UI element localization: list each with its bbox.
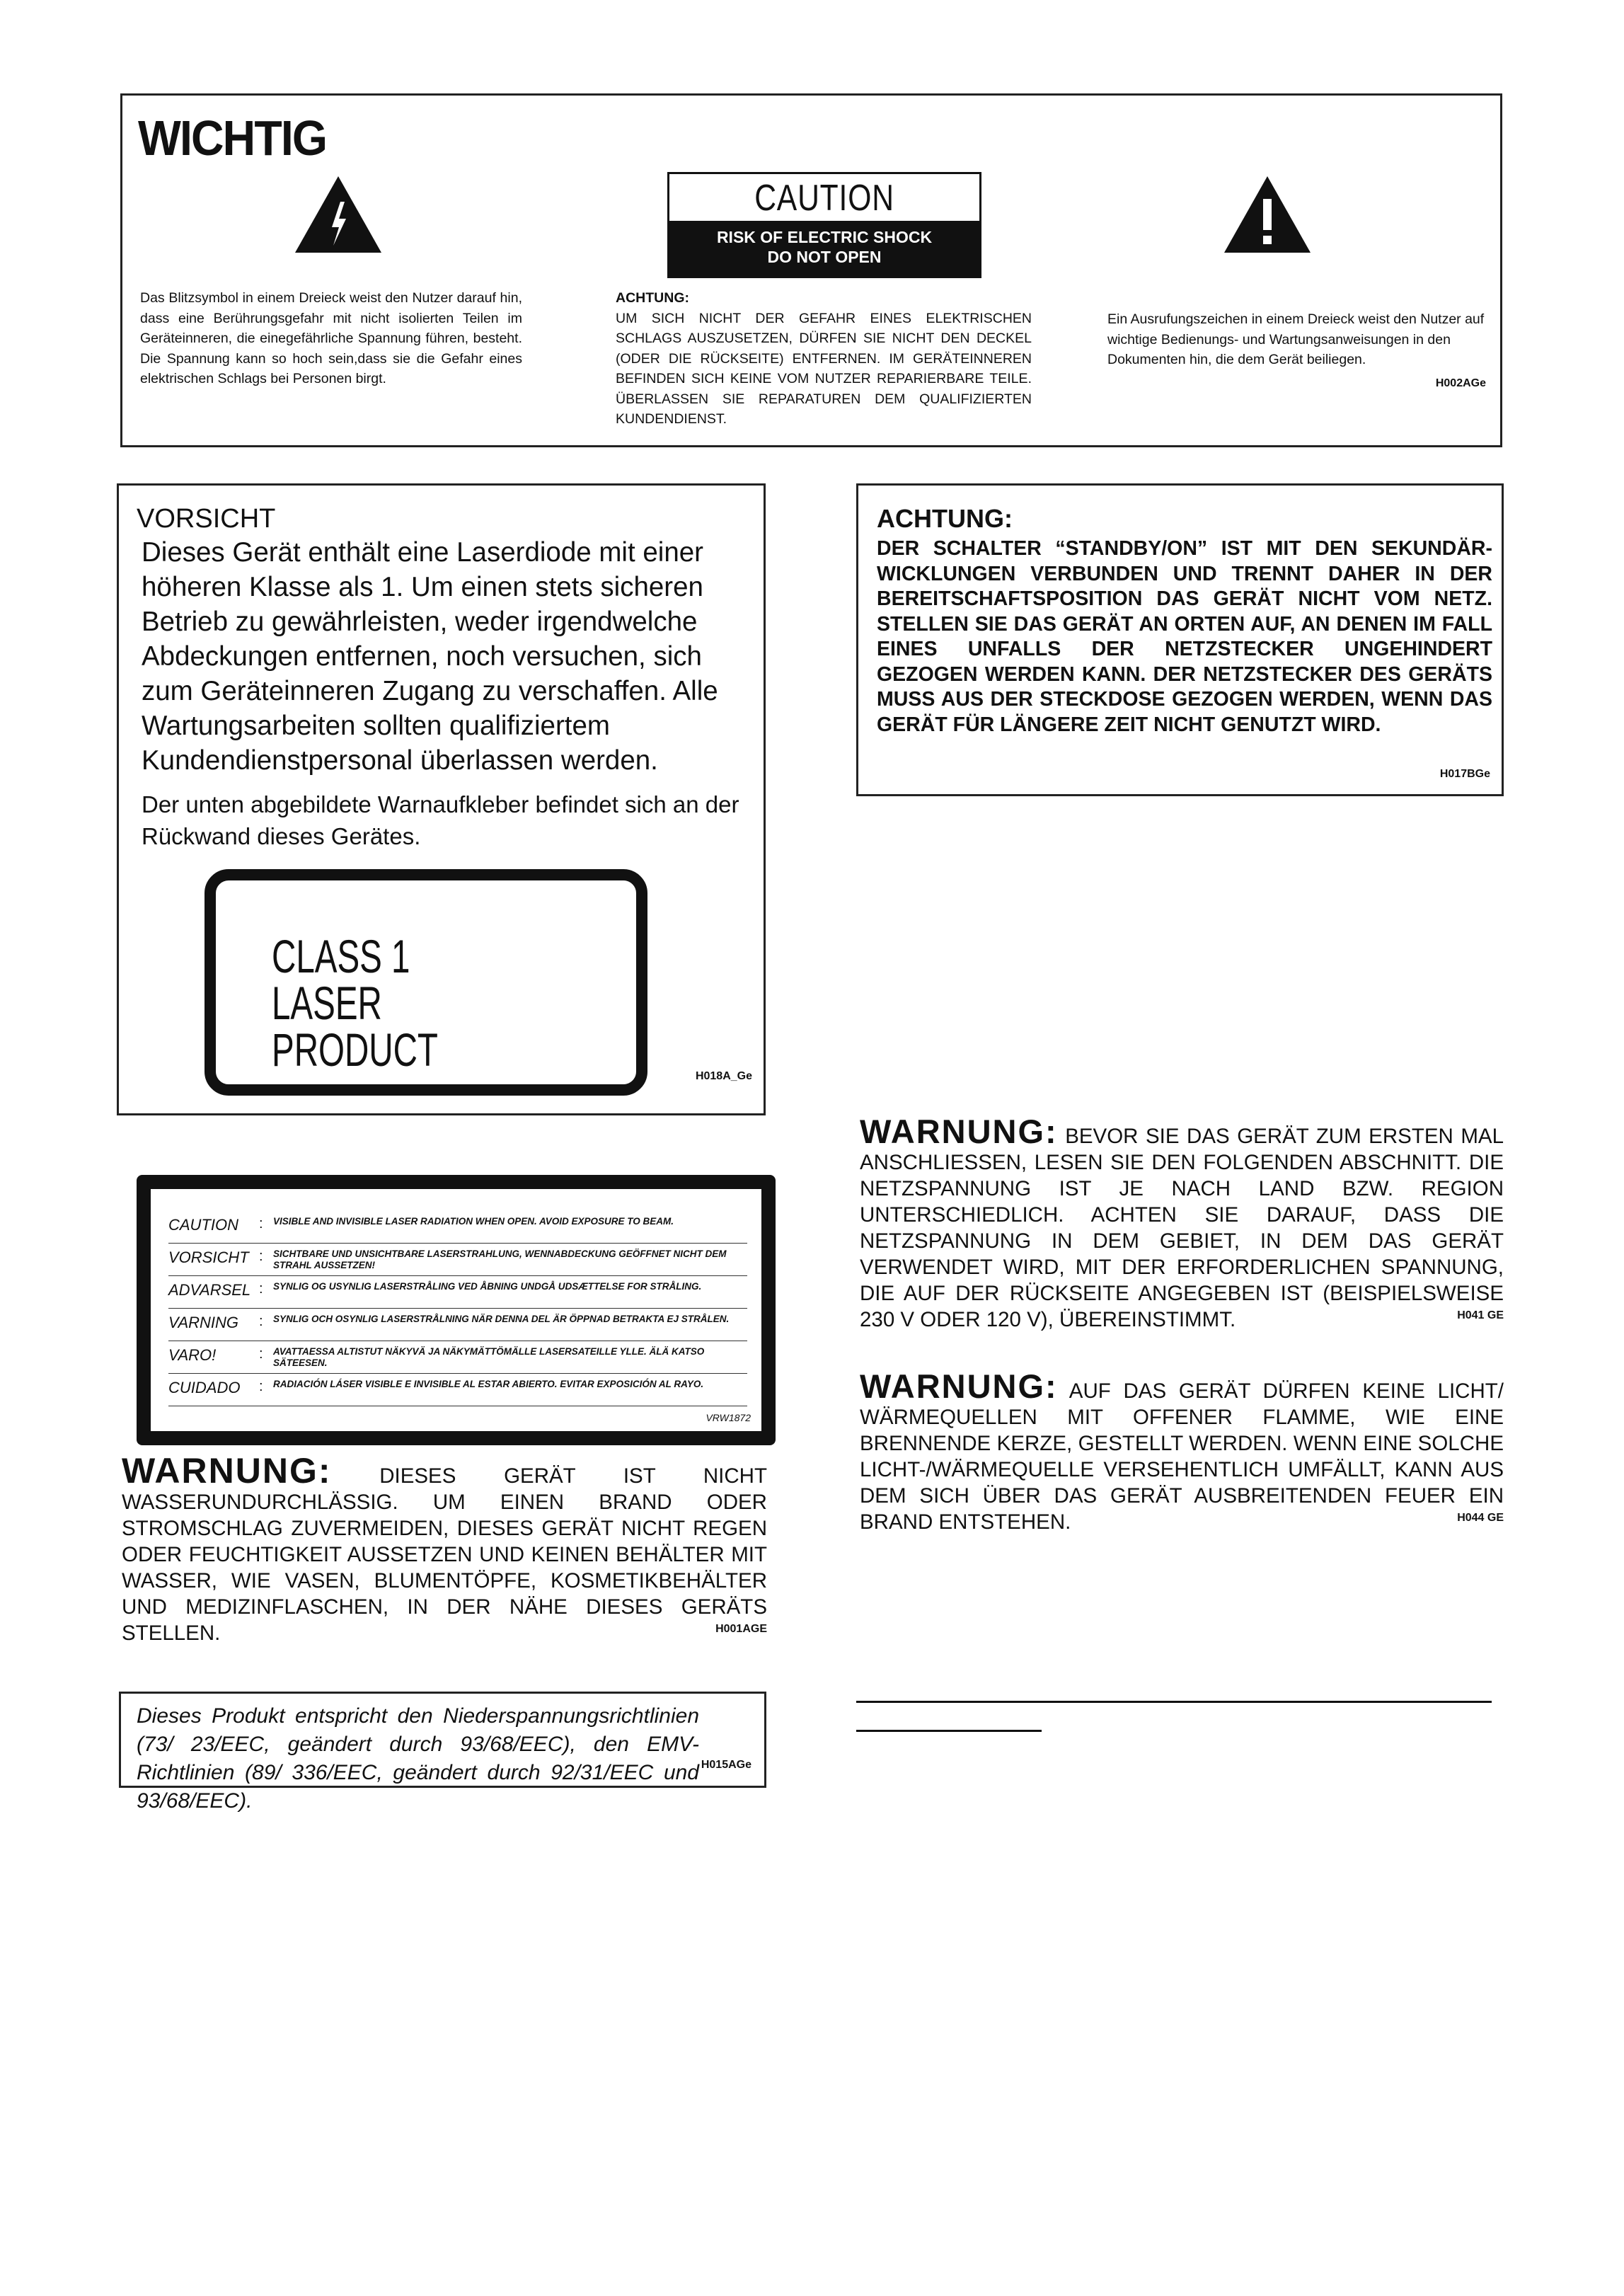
warnung-flame	[860, 1367, 1504, 1535]
achtung-shock-text: UM SICH NICHT DER GEFAHR EINES ELEKTRISCHEN SCHLAGS AUSZUSETZEN, DÜRFEN SIE NICHT DEN DECKEL (ODER DIE RÜCKSEITE) ENTFERNEN. IM GERÄTEINNEREN BEFINDEN SICH KEINE VOM NUTZER REPARIERBARE TEILE. ÜBERLASSEN SIE REPARATUREN DEM QUALIFIZIERTEN KUNDENDIENST.	[616, 310, 1032, 427]
warnung-voltage-code: H041 GE	[1457, 1309, 1504, 1321]
achtung-standby-title: ACHTUNG:	[877, 504, 1013, 533]
achtung-standby-body: DER SCHALTER “STANDBY/ON” IST MIT DEN SEKUNDÄR-WICKLUNGEN VERBUNDEN UND TRENNT DAHER IN DER BEREITSCHAFTSPOSITION DAS GERÄT NICHT VOM NETZ. STELLEN SIE DAS GERÄT AN ORTEN AUF, AN DENEN IM FALL EINES UNFALLS DER NETZSTECKER UNGEHINDERT GEZOGEN WERDEN KANN. DER NETZSTECKER DES GERÄTS MUSS AUS DER STECKDOSE GEZOGEN WERDEN, WENN DAS GERÄT FÜR LÄNGERE ZEIT NICHT GENUTZT WIRD.	[877, 537, 1492, 736]
sticker-row	[168, 1309, 747, 1341]
ec-code: H015AGe	[701, 1759, 751, 1771]
sticker-colon: :	[259, 1281, 263, 1297]
vorsicht-note: Der unten abgebildete Warnaufkleber befindet sich an der Rückwand dieses Gerätes.	[142, 791, 739, 849]
lightning-explanation: Das Blitzsymbol in einem Dreieck weist den Nutzer darauf hin, dass eine Berührungsgefahr mit nicht isolierten Teilen im Geräteinneren, die einegefährliche Spannung führen, besteht. Die Spannung kann so hoch sein,dass sie die Gefahr eines elektrischen Schlags bei Personen birgt.	[140, 290, 522, 386]
sticker-lang: VARO!	[168, 1346, 217, 1364]
vorsicht-code: H018A_Ge	[695, 1070, 752, 1082]
caution-label-word: CAUTION	[754, 178, 894, 219]
exclamation-warning-icon	[1223, 175, 1312, 254]
achtung-shock-block	[616, 288, 1032, 430]
sticker-lang: CUIDADO	[168, 1379, 241, 1396]
sticker-row	[168, 1244, 747, 1276]
caution-label	[667, 172, 981, 278]
class1-laser-text-wrap	[204, 868, 648, 1096]
sticker-colon: :	[259, 1216, 263, 1232]
warnung-water-lead: WARNUNG:	[122, 1451, 332, 1491]
warnung-voltage	[860, 1113, 1504, 1333]
wichtig-code: H002AGe	[1435, 377, 1486, 389]
warnung-water-text: DIESES GERÄT IST NICHT WASSERUNDURCHLÄSSIG. UM EINEN BRAND ODER STROMSCHLAG ZUVERMEIDEN, DIESES GERÄT NICHT REGEN ODER FEUCHTIGKEIT AUSSETZEN UND KEINEN BEHÄLTER MIT WASSER, WIE VASEN, BLUMENTÖPFE, KOSMETIKBEHÄLTER UND MEDIZINFLASCHEN, IN DER NÄHE DIESES GERÄTS STELLEN.	[122, 1464, 767, 1645]
warnung-voltage-lead: WARNUNG:	[860, 1113, 1058, 1150]
achtung-standby-box	[856, 483, 1504, 796]
lightning-warning-icon	[294, 175, 383, 254]
class1-laser-text	[272, 930, 543, 1076]
caution-label-line2: DO NOT OPEN	[767, 248, 882, 266]
warnung-flame-lead: WARNUNG:	[860, 1367, 1058, 1405]
warnung-flame-text: AUF DAS GERÄT DÜRFEN KEINE LICHT/ WÄRMEQUELLEN MIT OFFENER FLAMME, WIE EINE BRENNENDE KERZE, GESTELLT WERDEN. WENN EINE SOLCHE LICHT-/WÄRMEQUELLE VERSEHENTLICH UMFÄLLT, KANN AUS DEM SICH ÜBER DAS GERÄT AUSBREITENDEN FEUER EIN BRAND ENTSTEHEN.	[860, 1379, 1504, 1534]
divider-line	[856, 1701, 1492, 1703]
wichtig-title: WICHTIG	[138, 110, 327, 166]
sticker-lang: ADVARSEL	[168, 1281, 251, 1299]
achtung-shock-heading: ACHTUNG:	[616, 290, 689, 306]
sticker-code: VRW1872	[706, 1412, 751, 1423]
sticker-colon: :	[259, 1314, 263, 1329]
sticker-row	[168, 1212, 747, 1244]
caution-label-line1: RISK OF ELECTRIC SHOCK	[716, 228, 933, 246]
vorsicht-box	[117, 483, 766, 1115]
exclamation-explanation: Ein Ausrufungszeichen in einem Dreieck weist den Nutzer auf wichtige Bedienungs- und Wartungsanweisungen in den Dokumenten hin, die dem Gerät beiliegen.	[1107, 311, 1485, 367]
vorsicht-title: VORSICHT	[137, 504, 276, 534]
laser-line1: CLASS 1	[272, 930, 410, 982]
laser-caution-sticker	[137, 1175, 776, 1445]
sticker-text: VISIBLE AND INVISIBLE LASER RADIATION WHEN OPEN. AVOID EXPOSURE TO BEAM.	[273, 1216, 674, 1227]
sticker-text: SYNLIG OG USYNLIG LASERSTRÅLING VED ÅBNING UNDGÅ UDSÆTTELSE FOR STRÅLING.	[273, 1281, 702, 1292]
sticker-colon: :	[259, 1379, 263, 1394]
sticker-text: SYNLIG OCH OSYNLIG LASERSTRÅLNING NÄR DENNA DEL ÄR ÖPPNAD BETRAKTA EJ STRÅLEN.	[273, 1314, 730, 1324]
sticker-colon: :	[259, 1249, 263, 1264]
warnung-voltage-text: BEVOR SIE DAS GERÄT ZUM ERSTEN MAL ANSCHLIESSEN, LESEN SIE DEN FOLGENDEN ABSCHNITT. DIE NETZSPANNUNG IST JE NACH LAND BZW. REGION UNTERSCHIEDLICH. ACHTEN SIE DARAUF, DASS DIE NETZSPANNUNG IN DEM GEBIET, IN DEM DAS GERÄT VERWENDET WIRD, MIT DER ERFORDERLICHEN SPANNUNG, DIE AUF DER RÜCKSEITE ANGEGEBEN IST (BEISPIELSWEISE 230 V ODER 120 V), ÜBEREINSTIMMT.	[860, 1125, 1504, 1331]
sticker-lang: VARNING	[168, 1314, 239, 1331]
ec-compliance-text: Dieses Produkt entspricht den Niederspannungsrichtlinien (73/ 23/EEC, geändert durch 93/68/EEC), den EMV-Richtlinien (89/ 336/EEC, geändert durch 92/31/EEC und 93/68/EEC).	[137, 1704, 699, 1813]
wichtig-box	[120, 93, 1502, 447]
vorsicht-body: Dieses Gerät enthält eine Laserdiode mit einer höheren Klasse als 1. Um einen stets sicheren Betrieb zu gewährleisten, weder irgendwelche Abdeckungen entfernen, noch versuchen, sich zum Geräteinneren Zugang zu verschaffen. Alle Wartungsarbeiten sollten qualifiziertem Kundendienstpersonal überlassen werden.	[142, 537, 718, 776]
sticker-row	[168, 1277, 747, 1309]
sticker-row	[168, 1342, 747, 1374]
laser-line2: LASER PRODUCT	[272, 977, 438, 1076]
sticker-text: AVATTAESSA ALTISTUT NÄKYVÄ JA NÄKYMÄTTÖMÄLLE LASERSATEILLE YLLE. ÄLÄ KATSO SÄTEESEN.	[273, 1346, 705, 1368]
sticker-colon: :	[259, 1346, 263, 1362]
sticker-text: SICHTBARE UND UNSICHTBARE LASERSTRAHLUNG, WENNABDECKUNG GEÖFFNET NICHT DEM STRAHL AUSSETZEN!	[273, 1249, 727, 1270]
achtung-standby-code: H017BGe	[1439, 768, 1490, 780]
caution-label-bar	[669, 221, 979, 276]
warnung-water-code: H001AGE	[715, 1623, 767, 1635]
ec-compliance-box	[119, 1692, 766, 1813]
warnung-flame-code: H044 GE	[1457, 1512, 1504, 1524]
divider-line-short	[856, 1730, 1042, 1732]
sticker-row	[168, 1374, 747, 1406]
sticker-lang: CAUTION	[168, 1216, 238, 1234]
sticker-text: RADIACIÓN LÁSER VISIBLE E INVISIBLE AL ESTAR ABIERTO. EVITAR EXPOSICIÓN AL RAYO.	[273, 1379, 704, 1389]
warnung-water	[122, 1451, 767, 1646]
sticker-lang: VORSICHT	[168, 1249, 249, 1266]
